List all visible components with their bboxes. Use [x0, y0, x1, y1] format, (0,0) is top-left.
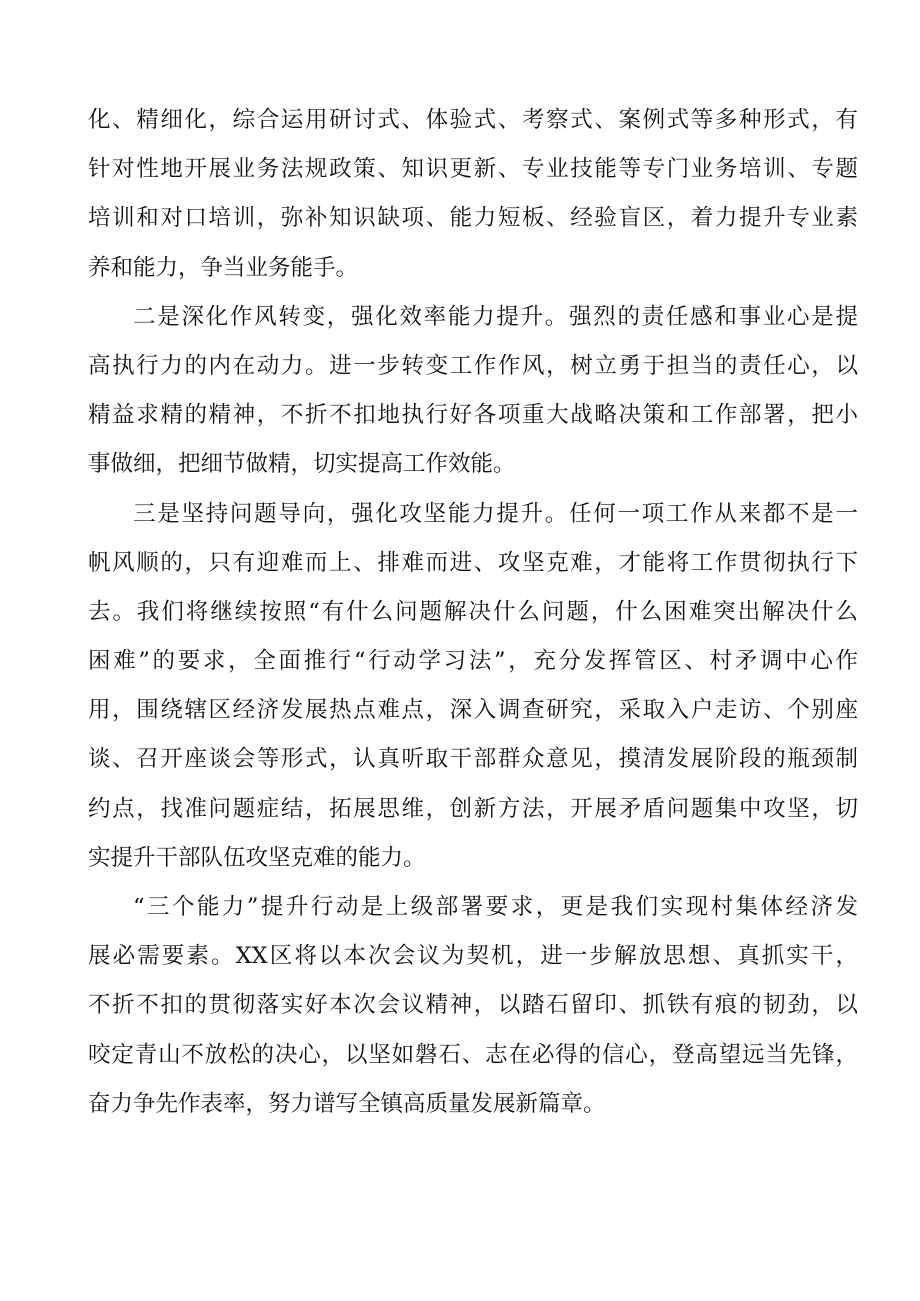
text-line: “三个能力”提升行动是上级部署要求，更是我们实现村集体经济发: [133, 894, 858, 920]
text-line: 事做细，把细节做精，切实提高工作效能。: [88, 451, 516, 478]
text-line: 去。我们将继续按照“有什么问题解决什么问题，什么困难突出解决什么: [88, 598, 858, 625]
text-line: 约点，找准问题症结，拓展思维，创新方法，开展矛盾问题集中攻坚，切: [88, 795, 858, 822]
text-line: 化、精细化，综合运用研讨式、体验式、考察式、案例式等多种形式，有: [88, 107, 858, 133]
document-body: [88, 96, 858, 1129]
text-line: 不折不扣的贯彻落实好本次会议精神，以踏石留印、抓铁有痕的韧劲，以: [88, 992, 858, 1019]
paragraph-1: [88, 96, 858, 293]
text-line: 针对性地开展业务法规政策、知识更新、专业技能等专门业务培训、专题: [88, 156, 858, 183]
text-line: 奋力争先作表率，努力谱写全镇高质量发展新篇章。: [88, 1090, 606, 1117]
text-line: 培训和对口培训，弥补知识缺项、能力短板、经验盲区，着力提升专业素: [88, 205, 858, 232]
text-line: 三是坚持问题导向，强化攻坚能力提升。任何一项工作从来都不是一: [133, 500, 858, 527]
text-line: 高执行力的内在动力。进一步转变工作作风，树立勇于担当的责任心，以: [88, 352, 858, 379]
text-line: 精益求精的精神，不折不扣地执行好各项重大战略决策和工作部署，把小: [88, 402, 858, 429]
text-line: 谈、召开座谈会等形式，认真听取干部群众意见，摸清发展阶段的瓶颈制: [88, 746, 858, 773]
text-line: 展必需要素。XX区将以本次会议为契机，进一步解放思想、真抓实干，: [88, 943, 858, 970]
text-line: 实提升干部队伍攻坚克难的能力。: [88, 844, 426, 871]
text-line: 养和能力，争当业务能手。: [88, 254, 359, 281]
text-line: 帆风顺的，只有迎难而上、排难而进、攻坚克难，才能将工作贯彻执行下: [88, 549, 858, 576]
text-line: 咬定青山不放松的决心，以坚如磐石、志在必得的信心，登高望远当先锋，: [88, 1041, 858, 1068]
paragraph-2: [88, 293, 858, 490]
text-line: 二是深化作风转变，强化效率能力提升。强烈的责任感和事业心是提: [133, 303, 858, 330]
paragraph-3: [88, 490, 858, 884]
text-line: 用，围绕辖区经济发展热点难点，深入调查研究，采取入户走访、个别座: [88, 697, 858, 724]
text-line: 困难”的要求，全面推行“行动学习法”，充分发挥管区、村矛调中心作: [88, 648, 858, 675]
paragraph-4: [88, 883, 858, 1129]
